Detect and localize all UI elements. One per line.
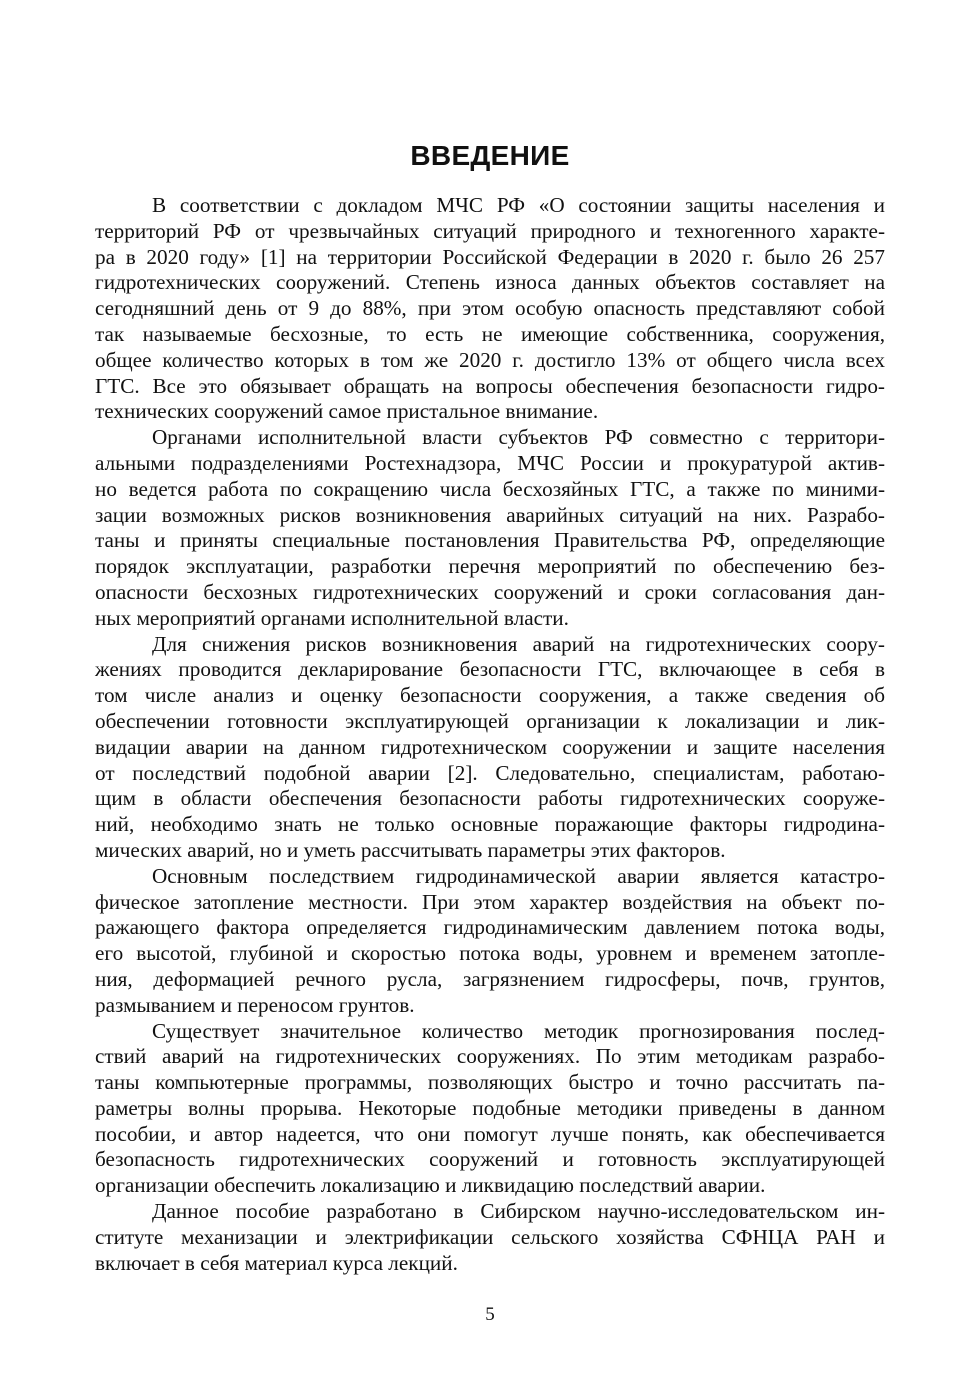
- text-line: организации обеспечить локализацию и ликвидацию последствий аварии.: [95, 1173, 766, 1198]
- text-line: ра в 2020 году» [1] на территории Российской Федерации в 2020 г. было 26 257: [95, 244, 885, 269]
- text-line: Для снижения рисков возникновения аварий на гидротехнических соору-: [152, 631, 885, 656]
- text-line: опасности бесхозных гидротехнических сооружений и сроки согласования дан-: [95, 579, 885, 604]
- text-line: таны компьютерные программы, позволяющих быстро и точно рассчитать па-: [95, 1070, 885, 1095]
- text-line: технических сооружений самое пристальное внимание.: [95, 399, 599, 424]
- text-line: сегодняшний день от 9 до 88%, при этом особую опасность представляют собой: [95, 296, 885, 321]
- text-line: Существует значительное количество методик прогнозирования послед-: [152, 1018, 885, 1043]
- text-line: включает в себя материал курса лекций.: [95, 1250, 458, 1275]
- text-line: порядок эксплуатации, разработки перечня мероприятий по обеспечению без-: [95, 554, 885, 579]
- text-line: общее количество которых в том же 2020 г. достигло 13% от общего числа всех: [95, 347, 885, 372]
- text-line: видации аварии на данном гидротехническом сооружении и защите населения: [95, 734, 885, 759]
- text-line: Основным последствием гидродинамической аварии является катастро-: [152, 863, 885, 888]
- page-title: ВВЕДЕНИЕ: [410, 140, 570, 171]
- paragraph-4: [95, 864, 885, 1019]
- paragraph-6: [95, 1199, 885, 1276]
- text-line: ния, деформацией речного русла, загрязнением гидросферы, почв, грунтов,: [95, 966, 885, 991]
- text-line: обеспечении готовности эксплуатирующей организации к локализации и лик-: [95, 708, 885, 733]
- text-line: ных мероприятий органами исполнительной власти.: [95, 605, 569, 630]
- text-line: фическое затопление местности. При этом характер воздействия на объект по-: [95, 889, 885, 914]
- paragraph-1: [95, 193, 885, 425]
- text-line: ституте механизации и электрификации сельского хозяйства СФНЦА РАН и: [95, 1224, 885, 1249]
- text-line: раметры волны прорыва. Некоторые подобные методики приведены в данном: [95, 1095, 885, 1120]
- text-line: том числе анализ и оценку безопасности сооружения, а также сведения об: [95, 683, 885, 708]
- text-line: В соответствии с докладом МЧС РФ «О состоянии защиты населения и: [152, 193, 885, 217]
- text-line: зации возможных рисков возникновения аварийных ситуаций на них. Разрабо-: [95, 502, 885, 527]
- text-line: мических аварий, но и уметь рассчитывать параметры этих факторов.: [95, 837, 726, 862]
- paragraph-2: [95, 425, 885, 631]
- paragraph-5: [95, 1019, 885, 1200]
- text-line: но ведется работа по сокращению числа бесхозяйных ГТС, а также по миними-: [95, 476, 885, 501]
- text-line: так называемые бесхозные, то есть не имеющие собственника, сооружения,: [95, 321, 885, 346]
- body-text: [95, 193, 885, 1276]
- text-line: жениях проводится декларирование безопасности ГТС, включающее в себя в: [95, 657, 885, 682]
- page-number: 5: [485, 1304, 495, 1325]
- paragraph-3: [95, 632, 885, 864]
- text-line: альными подразделениями Ростехнадзора, МЧС России и прокуратурой актив-: [95, 450, 885, 475]
- text-line: размыванием и переносом грунтов.: [95, 992, 415, 1017]
- text-line: Органами исполнительной власти субъектов РФ совместно с территори-: [152, 425, 885, 450]
- text-line: от последствий подобной аварии [2]. Следовательно, специалистам, работаю-: [95, 760, 885, 785]
- text-line: безопасность гидротехнических сооружений и готовность эксплуатирующей: [95, 1147, 885, 1172]
- text-line: его высотой, глубиной и скоростью потока воды, уровнем и временем затопле-: [95, 941, 885, 966]
- text-line: таны и приняты специальные постановления Правительства РФ, определяющие: [95, 528, 885, 553]
- text-line: Данное пособие разработано в Сибирском научно-исследовательском ин-: [152, 1199, 885, 1224]
- text-line: щим в области обеспечения безопасности работы гидротехнических сооруже-: [95, 786, 885, 811]
- text-line: ствий аварий на гидротехнических сооружениях. По этим методикам разрабо-: [95, 1044, 885, 1069]
- text-line: ГТС. Все это обязывает обращать на вопросы обеспечения безопасности гидро-: [95, 373, 885, 398]
- text-line: пособии, и автор надеется, что они помогут лучше понять, как обеспечивается: [95, 1121, 885, 1146]
- text-line: гидротехнических сооружений. Степень износа данных объектов составляет на: [95, 270, 885, 295]
- text-line: ний, необходимо знать не только основные поражающие факторы гидродина-: [95, 812, 885, 837]
- text-line: ражающего фактора определяется гидродинамическим давлением потока воды,: [95, 915, 885, 940]
- text-line: территорий РФ от чрезвычайных ситуаций природного и техногенного характе-: [95, 218, 885, 243]
